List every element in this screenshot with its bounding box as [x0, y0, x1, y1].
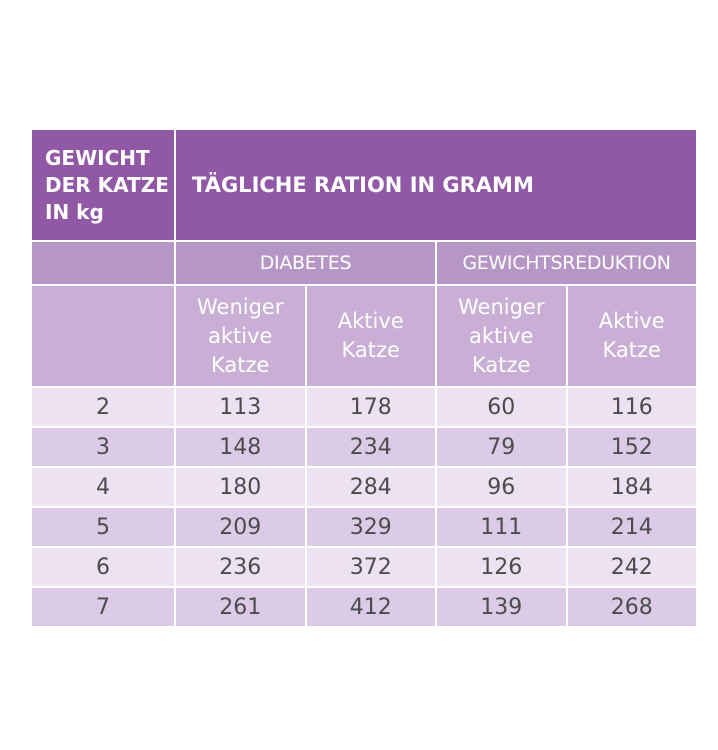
group-header-diabetes: DIABETES	[175, 241, 436, 285]
subheader-row	[31, 285, 697, 387]
weight-column-header	[31, 129, 175, 241]
reduction-less-active-cell: 111	[436, 507, 567, 547]
diabetes-active-cell: 412	[306, 587, 437, 627]
subheader-diabetes-less-active	[175, 285, 306, 387]
reduction-active-cell: 152	[567, 427, 698, 467]
subheader-reduction-less-active	[436, 285, 567, 387]
diabetes-less-active-cell: 236	[175, 547, 306, 587]
diabetes-active-cell: 284	[306, 467, 437, 507]
weight-header-line: DER KATZE	[45, 172, 169, 197]
reduction-less-active-cell: 79	[436, 427, 567, 467]
reduction-active-cell: 116	[567, 387, 698, 427]
header-row	[31, 129, 697, 241]
group-header-row	[31, 241, 697, 285]
diabetes-less-active-cell: 180	[175, 467, 306, 507]
weight-cell: 5	[31, 507, 175, 547]
feeding-table	[30, 128, 698, 628]
empty-group-cell	[31, 241, 175, 285]
reduction-less-active-cell: 96	[436, 467, 567, 507]
diabetes-active-cell: 178	[306, 387, 437, 427]
reduction-less-active-cell: 60	[436, 387, 567, 427]
subheader-line: aktive	[469, 323, 534, 348]
table-row	[31, 467, 697, 507]
diabetes-less-active-cell: 209	[175, 507, 306, 547]
diabetes-less-active-cell: 148	[175, 427, 306, 467]
reduction-less-active-cell: 126	[436, 547, 567, 587]
weight-header-line: GEWICHT	[45, 145, 150, 170]
reduction-active-cell: 214	[567, 507, 698, 547]
subheader-line: Aktive	[337, 309, 404, 333]
diabetes-active-cell: 372	[306, 547, 437, 587]
subheader-line: aktive	[208, 323, 273, 348]
weight-cell: 3	[31, 427, 175, 467]
reduction-active-cell: 268	[567, 587, 698, 627]
subheader-line: Katze	[472, 352, 531, 377]
reduction-active-cell: 184	[567, 467, 698, 507]
weight-header-line: IN kg	[45, 199, 104, 224]
diabetes-active-cell: 329	[306, 507, 437, 547]
subheader-reduction-active	[567, 285, 698, 387]
reduction-active-cell: 242	[567, 547, 698, 587]
table-row	[31, 587, 697, 627]
reduction-less-active-cell: 139	[436, 587, 567, 627]
subheader-line: Aktive	[598, 309, 665, 333]
diabetes-active-cell: 234	[306, 427, 437, 467]
subheader-line: Katze	[211, 352, 270, 377]
empty-subheader-cell	[31, 285, 175, 387]
subheader-line: Katze	[602, 338, 661, 362]
group-header-weight-reduction: GEWICHTSREDUKTION	[436, 241, 697, 285]
table-row	[31, 547, 697, 587]
subheader-line: Weniger	[197, 294, 284, 319]
subheader-line: Weniger	[458, 294, 545, 319]
table-row	[31, 507, 697, 547]
weight-cell: 7	[31, 587, 175, 627]
ration-header: TÄGLICHE RATION IN GRAMM	[175, 129, 697, 241]
weight-cell: 2	[31, 387, 175, 427]
table-row	[31, 387, 697, 427]
weight-cell: 4	[31, 467, 175, 507]
diabetes-less-active-cell: 261	[175, 587, 306, 627]
subheader-line: Katze	[341, 338, 400, 362]
diabetes-less-active-cell: 113	[175, 387, 306, 427]
weight-cell: 6	[31, 547, 175, 587]
table-row	[31, 427, 697, 467]
subheader-diabetes-active	[306, 285, 437, 387]
